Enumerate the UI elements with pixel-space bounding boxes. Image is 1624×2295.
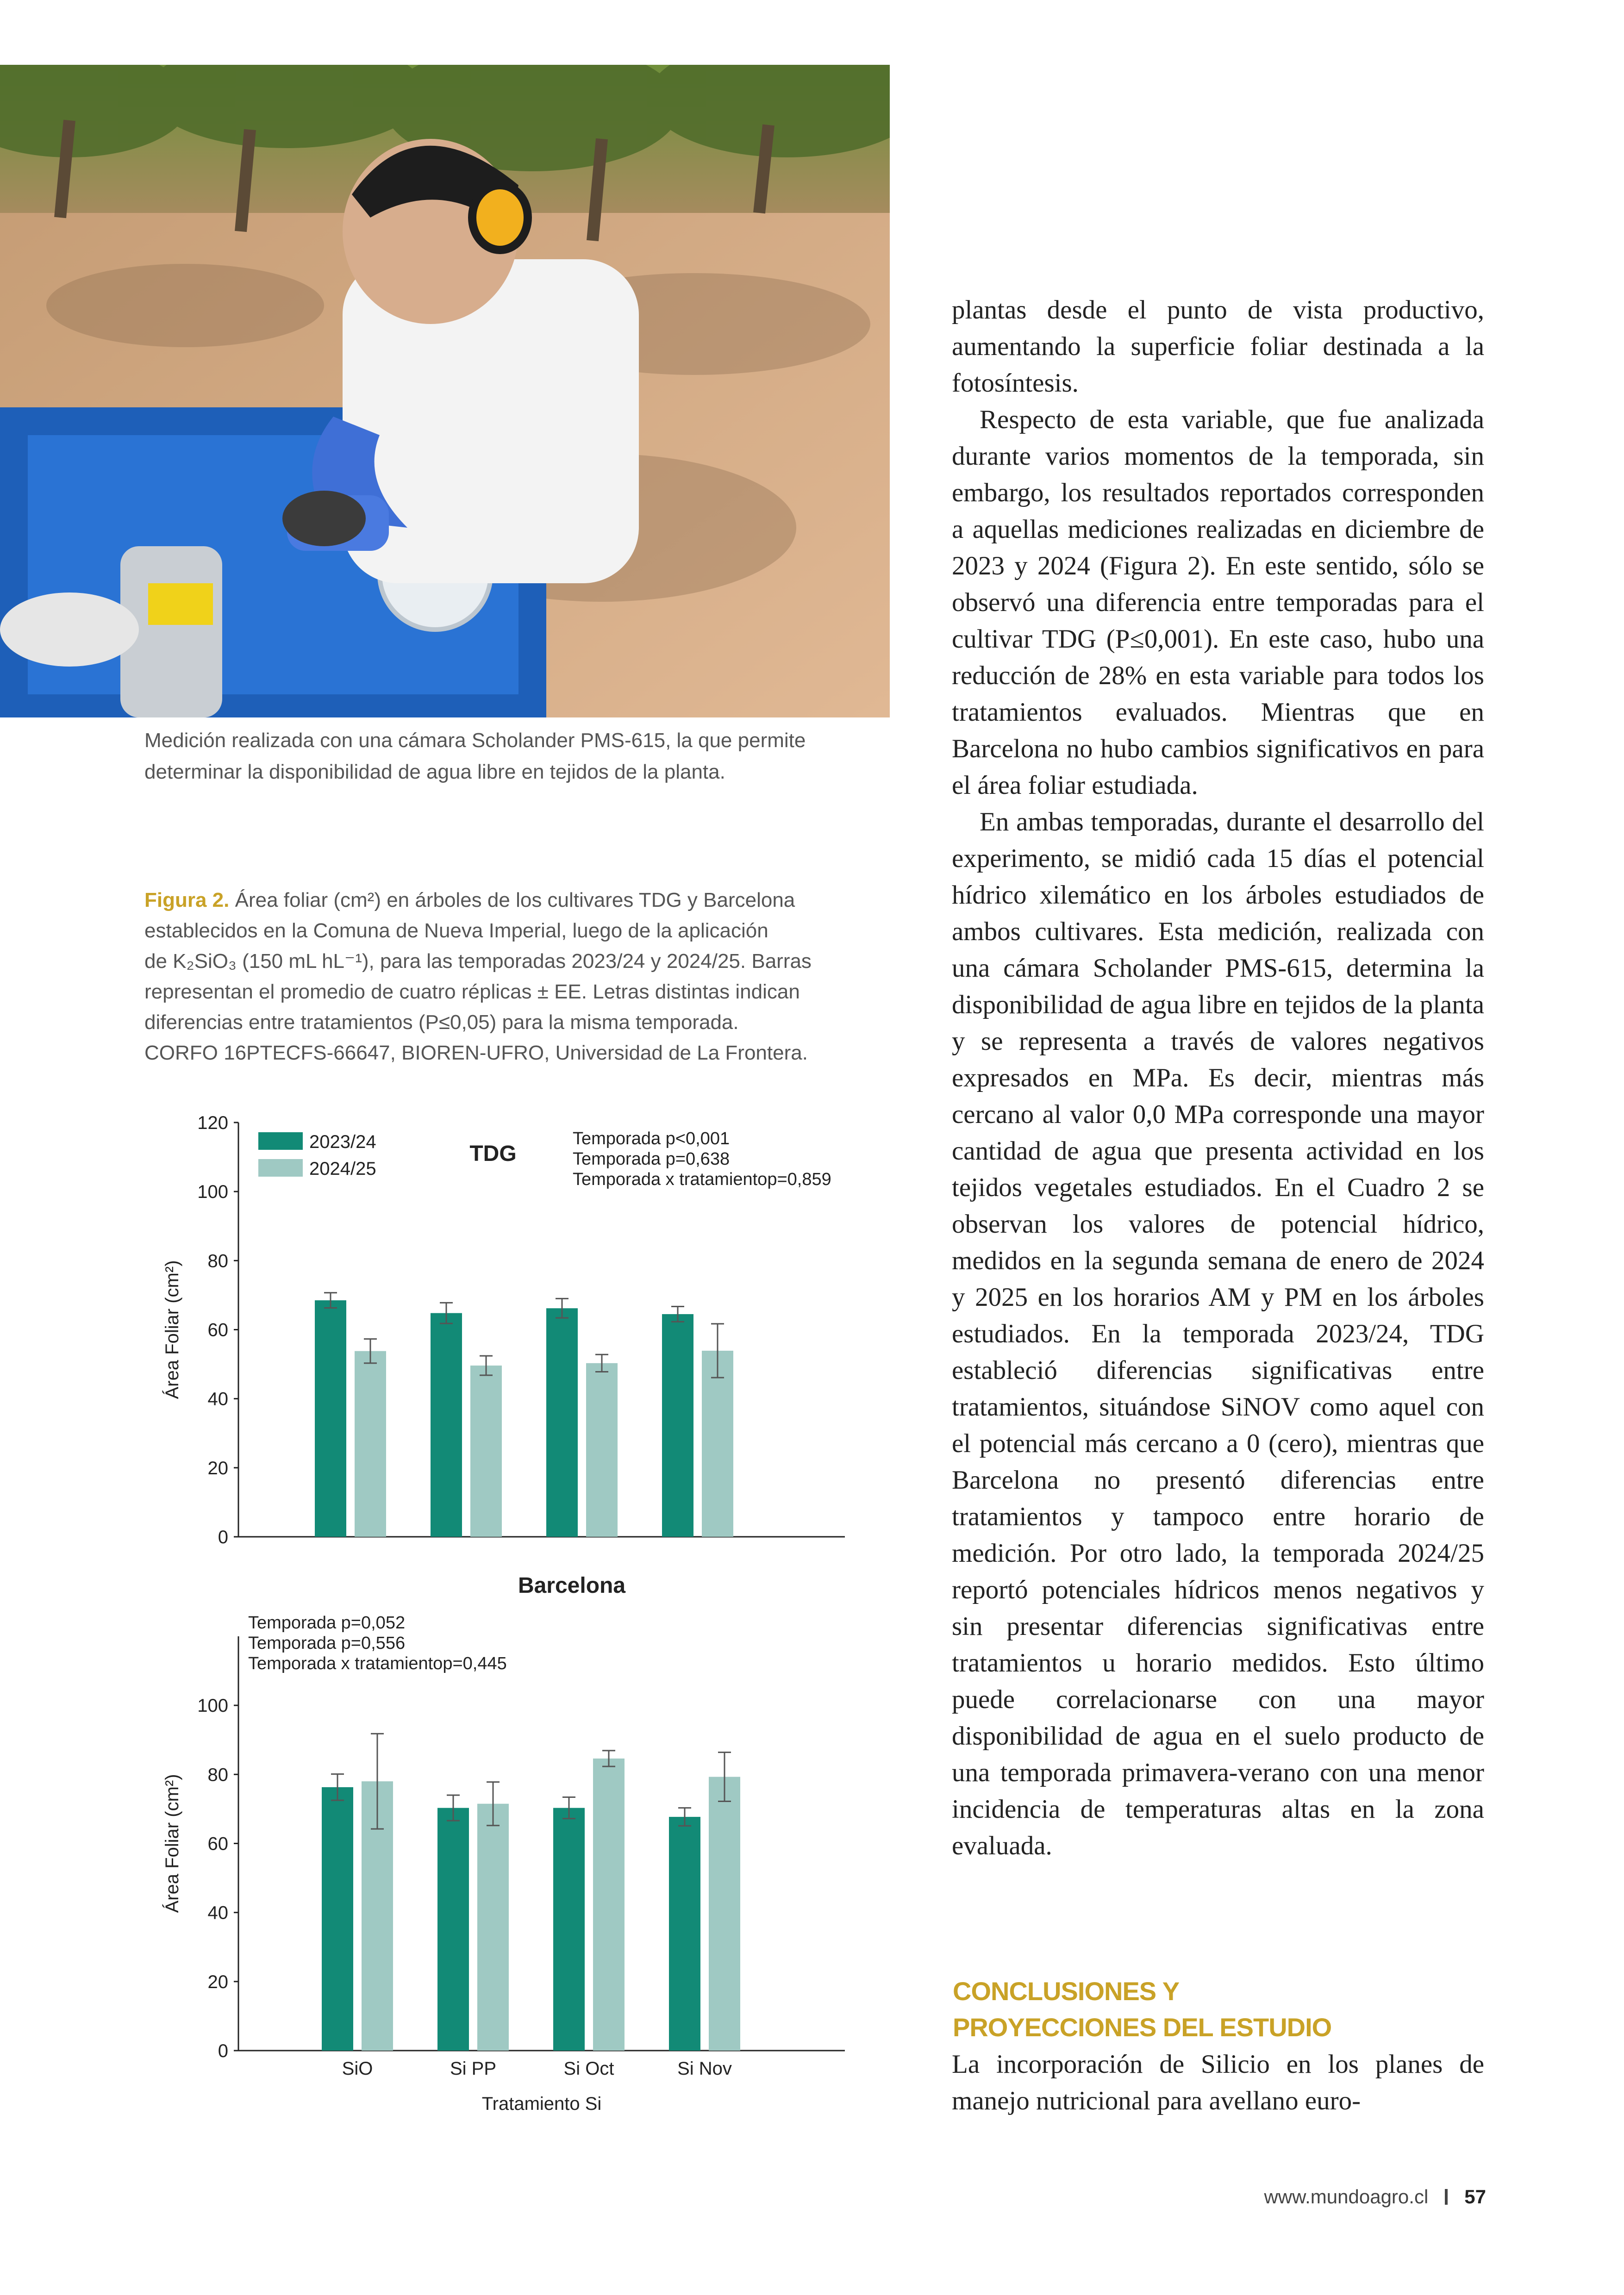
article-photo (0, 65, 890, 717)
stats-label: Temporada x tratamientop=0,859 (573, 1170, 831, 1189)
y-tick-label: 100 (197, 1182, 228, 1203)
y-tick-label: 20 (207, 1971, 228, 1992)
bar-2023-24-si-nov (662, 1314, 693, 1537)
x-axis-label: Tratamiento Si (481, 2094, 602, 2114)
bar-2023-24-si-pp (437, 1808, 469, 2051)
figure-caption-line-6: CORFO 16PTECFS-66647, BIOREN-UFRO, Universidad de La Frontera. (144, 1041, 808, 1064)
y-tick-label: 80 (207, 1251, 228, 1272)
stats-label: Temporada p=0,052 (248, 1613, 406, 1633)
chart-barcelona (139, 1551, 898, 2114)
article-body (952, 292, 1484, 1864)
stats-label: Temporada x tratamientop=0,445 (248, 1654, 507, 1673)
photo-caption: Medición realizada con una cámara Scholander PMS-615, la que permite determinar la disponibilidad de agua libre en tejidos de la planta. (144, 729, 806, 783)
chart-title: Barcelona (518, 1573, 626, 1598)
footer-website[interactable]: www.mundoagro.cl (1264, 2186, 1429, 2208)
y-tick-label: 100 (197, 1696, 228, 1716)
technician-scholander-photo (0, 65, 890, 717)
bar-2024-25-si-nov (709, 1777, 740, 2051)
bar-2024-25-sio (355, 1351, 386, 1537)
bar-2023-24-sio (322, 1787, 353, 2051)
figure-caption-line-5: diferencias entre tratamientos (P≤0,05) para la misma temporada. (144, 1011, 739, 1034)
figure-caption-line-2: establecidos en la Comuna de Nueva Imperial, luego de la aplicación (144, 919, 768, 942)
stats-label: Temporada p=0,556 (248, 1634, 406, 1653)
bar-2024-25-si-pp (470, 1366, 502, 1537)
chart-tdg-svg (139, 1092, 898, 1546)
bar-2023-24-si-oct (553, 1808, 585, 2051)
stats-label: Temporada p=0,638 (573, 1149, 730, 1169)
bar-2023-24-si-oct (546, 1308, 578, 1537)
y-tick-label: 40 (207, 1902, 228, 1923)
figure-caption-line-3: de K₂SiO₃ (150 mL hL⁻¹), para las temporadas 2023/24 y 2024/25. Barras (144, 950, 812, 973)
legend-label: 2024/25 (309, 1159, 376, 1179)
body-paragraph-2: Respecto de esta variable, que fue analizada durante varios momentos de la temporada, sin embargo, los resultados reportados corresponden a aquellas mediciones realizadas en diciembre de 2023 y 2024 (Figura 2). En este sentido, sólo se observó una diferencia entre temporadas para el cultivar TDG (P≤0,001). En este caso, hubo una reducción de 28% en esta variable para todos los tratamientos evaluados. Mientras que en Barcelona no hubo cambios significativos en para el área foliar estudiada. (952, 405, 1484, 800)
legend-swatch (258, 1132, 303, 1150)
bar-2024-25-si-pp (477, 1804, 509, 2051)
y-axis-label: Área Foliar (cm²) (162, 1260, 182, 1399)
conclusions-heading: CONCLUSIONES Y PROYECCIONES DEL ESTUDIO (953, 1977, 1332, 2042)
conclusions-text: La incorporación de Silicio en los planes de manejo nutricional para avellano euro- (952, 2050, 1484, 2115)
figure-label: Figura 2. (144, 889, 230, 911)
y-tick-label: 0 (218, 2041, 228, 2061)
y-tick-label: 120 (197, 1113, 228, 1133)
chart-title: TDG (469, 1141, 517, 1166)
x-tick-label: Si PP (450, 2058, 497, 2079)
figure-caption-line-1: Figura 2. Área foliar (cm²) en árboles de los cultivares TDG y Barcelona (144, 889, 795, 911)
body-paragraph-3: En ambas temporadas, durante el desarrollo del experimento, se midió cada 15 días el potencial hídrico xilemático en los árboles estudiados de ambos cultivares. Esta medición, realizada con una cámara Scholander PMS-615, determina la disponibilidad de agua libre en tejidos de la planta y se representa a través de valores negativos expresados en MPa. Es decir, mientras más cercano al valor 0,0 MPa corresponde una mayor cantidad de agua que presenta actividad en los tejidos vegetales estudiados. En el Cuadro 2 se observan los valores de potencial hídrico, medidos en la segunda semana de enero de 2024 y 2025 en los horarios AM y PM en los árboles estudiados. En la temporada 2023/24, TDG estableció diferencias significativas entre tratamientos, situándose SiNOV como aquel con el potencial más cercano a 0 (cero), mientras que Barcelona no presentó diferencias entre tratamientos y tampoco entre horario de medición. Por otro lado, la temporada 2024/25 reportó potenciales hídricos menos negativos y sin presentar diferencias significativas entre tratamientos u horario medidos. Esto último puede correlacionarse con una mayor disponibilidad de agua en el suelo producto de una temporada primavera-verano con una menor incidencia de temperaturas altas en la zona evaluada. (952, 807, 1484, 1860)
figure-caption-line-4: representan el promedio de cuatro réplicas ± EE. Letras distintas indican (144, 980, 800, 1003)
page-footer (1204, 2186, 1486, 2208)
y-tick-label: 20 (207, 1458, 228, 1478)
y-tick-label: 60 (207, 1834, 228, 1854)
bar-2024-25-si-oct (586, 1363, 618, 1537)
y-tick-label: 0 (218, 1527, 228, 1547)
page-number: 57 (1464, 2186, 1486, 2208)
y-axis-label: Área Foliar (cm²) (162, 1774, 182, 1913)
bar-2024-25-si-nov (702, 1351, 733, 1537)
body-paragraph-1: plantas desde el punto de vista productivo, aumentando la superficie foliar destinada a la fotosíntesis. (952, 295, 1484, 398)
figure-caption (144, 885, 894, 1068)
footer-separator (1445, 2189, 1448, 2205)
bar-2023-24-si-nov (669, 1817, 700, 2051)
y-tick-label: 40 (207, 1389, 228, 1409)
chart-barcelona-svg (139, 1551, 898, 2114)
legend-swatch (258, 1159, 303, 1177)
y-tick-label: 80 (207, 1765, 228, 1785)
bar-2024-25-si-oct (593, 1759, 625, 2051)
chart-tdg (139, 1092, 898, 1546)
stats-label: Temporada p<0,001 (573, 1129, 730, 1148)
bar-2023-24-si-pp (431, 1313, 462, 1537)
x-tick-label: SiO (342, 2058, 373, 2079)
x-tick-label: Si Nov (677, 2058, 732, 2079)
y-tick-label: 60 (207, 1320, 228, 1341)
x-tick-label: Si Oct (563, 2058, 614, 2079)
legend-label: 2023/24 (309, 1132, 376, 1152)
bar-2023-24-sio (315, 1300, 346, 1537)
